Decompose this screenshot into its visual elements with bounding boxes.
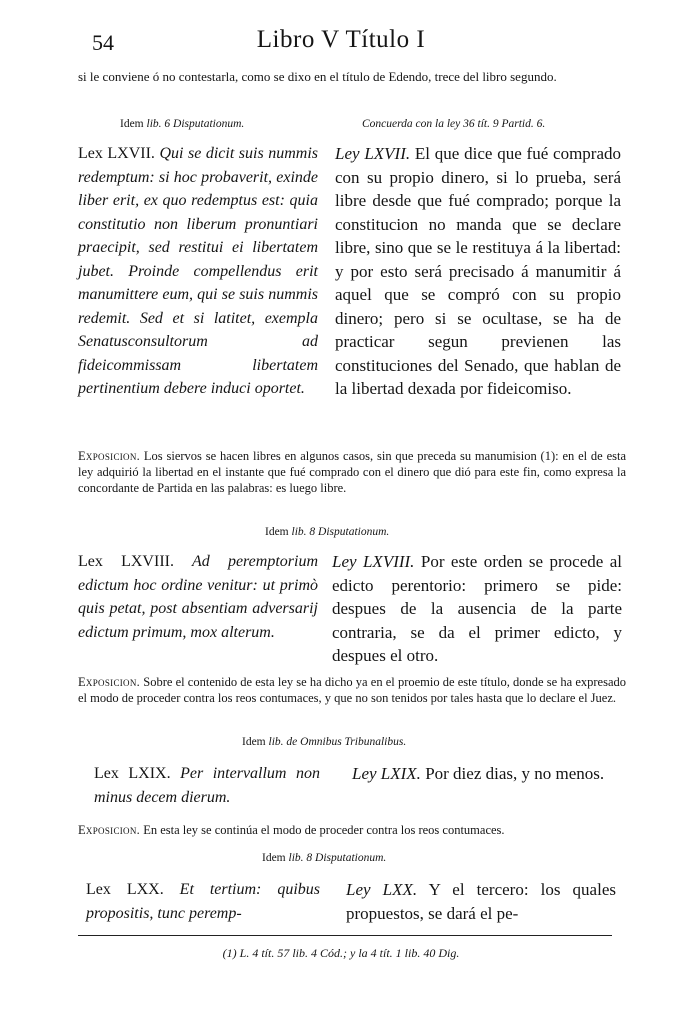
latin-text-68	[78, 550, 318, 644]
latin-text-70	[86, 878, 320, 926]
exposition-69: Exposicion. En esta ley se continúa el modo de proceder contra los reos contumaces.	[78, 823, 505, 837]
footnote: (1) L. 4 tít. 57 lib. 4 Cód.; y la 4 tít. 1 lib. 40 Dig.	[222, 946, 460, 960]
latin-heading-70: Lex LXX.	[86, 881, 164, 898]
latin-text-69	[94, 762, 320, 810]
running-head: Libro V Título I	[256, 26, 426, 53]
latin-heading-68: Lex LXVIII.	[78, 553, 174, 570]
exposition-67: Exposicion. Los siervos se hacen libres en algunos casos, sin que preceda su manumision (1): en el de esta ley adquirió la libertad en el instante que fué comprado con el dinero que dió para este fin, como expresa la concordante de Partida en las palabras: es luego libre.	[78, 449, 627, 495]
citation-right: Concuerda con la ley 36 tít. 9 Partid. 6.	[362, 118, 546, 130]
citation-left: Idem lib. 6 Disputationum.	[120, 118, 245, 130]
spanish-text-67	[335, 142, 621, 401]
latin-body-67: Qui se dicit suis nummis redemptum: si hoc probaverit, exinde liber erit, ex quo redemptus est: quia constitutio non liberum pronuntiari praecipit, sed restitui ei libertatem jubet. Proinde compellendus erit manumittere eum, qui se suis nummis redemit. Sed et si latitet, exempla Senatusconsultorum ad fideicommissam libertatem pertinentium debere induci oportet.	[78, 145, 318, 397]
citation-center-70: Idem lib. 8 Disputationum.	[262, 852, 387, 864]
latin-text-67	[78, 142, 318, 401]
spanish-body-69: Por diez dias, y no menos.	[425, 764, 605, 783]
spanish-heading-70: Ley LXX.	[346, 880, 418, 899]
spanish-heading-69: Ley LXIX.	[352, 764, 421, 783]
intro-paragraph: si le conviene ó no contestarla, como se dixo en el título de Edendo, trece del libro segundo.	[78, 69, 557, 84]
latin-body-70: Et tertium: quibus propositis, tunc peremp-	[86, 881, 321, 922]
footnote-rule	[78, 935, 612, 936]
spanish-text-69	[352, 762, 616, 786]
citation-center-68: Idem lib. 8 Disputationum.	[265, 526, 390, 538]
exposition-68: Exposicion. Sobre el contenido de esta ley se ha dicho ya en el proemio de este título, donde se ha expresado el modo de proceder contra los reos contumaces, y que no son tenidos por tales hasta que lo declare el Juez.	[78, 675, 627, 705]
spanish-heading-67: Ley LXVII.	[335, 144, 411, 163]
spanish-text-68	[332, 550, 622, 668]
latin-body-68: Ad peremptorium edictum hoc ordine venitur: ut primò quis petat, post absentiam adversarij edictum primum, mox alterum.	[78, 553, 319, 641]
spanish-body-67: El que dice que fué comprado con su propio dinero, si lo prueba, será libre desde que fué comprado; porque la constitucion no manda que se declare libre, sino que se le restituya á la libertad: y por esto será precisado á manumitir á aquel que se compró con su propio dinero; pero si se ocultase, se ha de practicar segun previenen las constituciones del Senado, que hablan de la libertad dexada por fideicomiso.	[335, 144, 621, 398]
citation-center-69: Idem lib. de Omnibus Tribunalibus.	[242, 736, 407, 748]
latin-heading-67: Lex LXVII.	[78, 145, 155, 162]
page-number: 54	[92, 30, 114, 55]
spanish-text-70	[346, 878, 616, 926]
spanish-heading-68: Ley LXVIII.	[332, 552, 415, 571]
latin-body-69: Per intervallum non minus decem dierum.	[94, 765, 320, 806]
latin-heading-69: Lex LXIX.	[94, 765, 171, 782]
spanish-body-70: Y el tercero: los quales propuestos, se dará el pe-	[346, 880, 616, 923]
spanish-body-68: Por este orden se procede al edicto perentorio: primero se pide: despues de la ausencia de la parte contraria, se da el primer edicto, y despues el otro.	[332, 552, 622, 665]
